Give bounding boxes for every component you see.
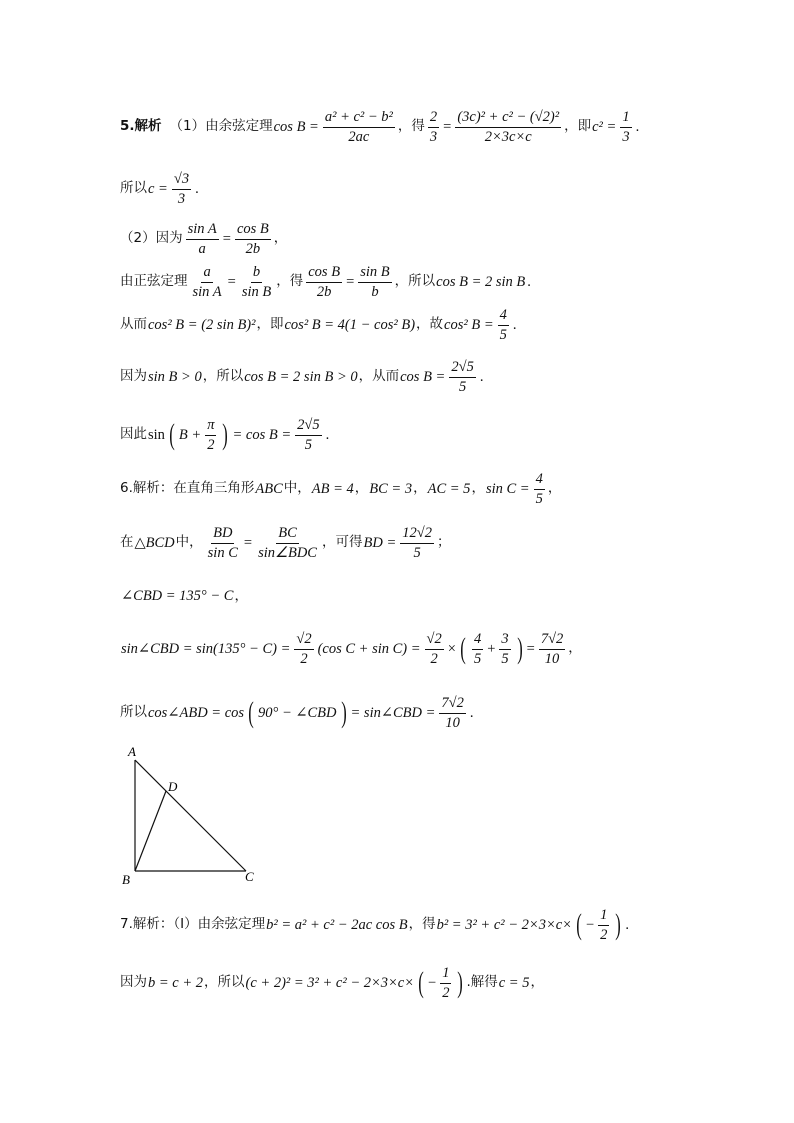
denominator: 2b: [316, 283, 332, 300]
text: 6.解析：在直角三角形: [120, 480, 255, 497]
math: sin: [148, 426, 165, 443]
math: cos B =: [273, 118, 319, 135]
numerator: BC: [276, 526, 299, 544]
math: .: [325, 426, 330, 443]
text: ，故: [416, 316, 444, 333]
denominator: a: [198, 240, 206, 257]
fraction: [428, 110, 439, 144]
right-paren: ): [516, 632, 523, 665]
math: .: [512, 316, 517, 333]
right-paren: ): [340, 696, 347, 729]
text: （1）由余弦定理: [169, 118, 273, 135]
p7-line-1: [120, 908, 630, 942]
text: ；: [436, 534, 451, 551]
left-paren: (: [460, 632, 466, 665]
math: =: [243, 534, 253, 551]
p6-line-5: [120, 696, 475, 730]
text: ，: [273, 230, 288, 247]
p5-line-7: [120, 418, 330, 452]
denominator: 2b: [245, 240, 261, 257]
denominator: 5: [458, 378, 467, 395]
math: b² = a² + c² − 2ac cos B: [266, 916, 408, 933]
math: =: [443, 118, 452, 135]
p5-line-1: [120, 110, 640, 144]
denominator: 2×3c×c: [484, 128, 532, 145]
fraction: [598, 908, 609, 942]
math: cos² B = (2 sin B)²: [148, 316, 256, 333]
label-c: C: [245, 869, 254, 884]
numerator: sin A: [186, 222, 219, 240]
text: 7.解析：（I）由余弦定理: [120, 916, 266, 933]
p5-line-3: [120, 222, 287, 256]
fraction: [323, 110, 395, 144]
fraction: [186, 222, 219, 256]
numerator: π: [205, 418, 216, 436]
right-paren: ): [222, 418, 229, 451]
p7-line-2: [120, 966, 544, 1000]
numerator: b: [251, 265, 262, 283]
p5-line-6: [120, 360, 484, 394]
fraction: [206, 526, 240, 560]
p6-line-2: [120, 526, 450, 560]
text: ，所以: [394, 273, 436, 290]
fraction: [539, 632, 565, 666]
denominator: 3: [177, 190, 186, 207]
math: .: [635, 118, 640, 135]
math: = cos B =: [232, 426, 292, 443]
math: (c + 2)² = 3² + c² − 2×3×c×: [245, 974, 415, 991]
denominator: sin C: [207, 544, 238, 561]
math: BC = 3: [369, 480, 413, 497]
text: ，得: [276, 273, 304, 290]
numerator: cos B: [306, 265, 342, 283]
fraction: [235, 222, 271, 256]
fraction: [472, 632, 483, 666]
text: 因为: [120, 974, 147, 991]
denominator: 3: [622, 128, 630, 145]
numerator: cos B: [235, 222, 271, 240]
denominator: 5: [413, 544, 421, 561]
math: =: [222, 230, 231, 247]
text: ，即: [256, 316, 284, 333]
fraction: [440, 966, 451, 1000]
fraction: [256, 526, 319, 560]
text: ，: [354, 480, 369, 497]
math: .: [625, 916, 630, 933]
text: 所以: [120, 180, 147, 197]
math: =: [227, 273, 236, 290]
text: ，: [568, 640, 582, 657]
label-a: A: [128, 744, 136, 759]
segment-bd: [135, 791, 166, 871]
math: =: [346, 273, 355, 290]
denominator: 2: [442, 984, 450, 1001]
denominator: 2: [300, 650, 308, 667]
denominator: 5: [499, 326, 507, 343]
denominator: sin A: [192, 283, 222, 300]
math: c = 5: [498, 974, 530, 991]
denominator: sin∠BDC: [258, 544, 317, 561]
text: ，从而: [358, 368, 400, 385]
denominator: 5: [473, 650, 482, 667]
math: +: [487, 640, 496, 657]
text: ，得: [408, 916, 436, 933]
left-paren: (: [248, 696, 254, 729]
text: 从而: [120, 316, 147, 333]
text: ，: [413, 480, 427, 497]
numerator: BD: [211, 526, 234, 544]
fraction: [498, 308, 509, 342]
text: （2）因为: [120, 230, 183, 247]
fraction: [306, 265, 342, 299]
math: −: [428, 974, 437, 991]
numerator: 7√2: [539, 632, 565, 650]
p6-line-3: [120, 589, 248, 604]
numerator: 4: [498, 308, 509, 326]
numerator: 4: [472, 632, 483, 650]
p6-line-4: [120, 632, 582, 666]
math: cos B =: [400, 368, 446, 385]
p5-line-4: [120, 265, 532, 299]
fraction: [172, 172, 191, 206]
fraction: [295, 418, 321, 452]
fraction: [439, 696, 465, 730]
denominator: b: [371, 283, 379, 300]
numerator: 1: [598, 908, 609, 926]
fraction: [499, 632, 510, 666]
math: .: [469, 704, 474, 721]
math: ABC: [255, 480, 283, 497]
text: 由正弦定理: [120, 273, 188, 290]
label-b: B: [122, 872, 130, 887]
math: .: [479, 368, 484, 385]
numerator: 2: [428, 110, 439, 128]
math: b² = 3² + c² − 2×3×c×: [436, 916, 572, 933]
math: sin C =: [485, 480, 530, 497]
text: ，可得: [321, 534, 363, 551]
text: 在: [120, 534, 134, 551]
left-paren: (: [418, 966, 424, 999]
left-paren: (: [169, 418, 175, 451]
fraction: [240, 265, 273, 299]
math: (cos C + sin C) =: [317, 640, 421, 657]
text: 因此: [120, 426, 147, 443]
numerator: 2√5: [449, 360, 475, 378]
math: sin∠CBD = sin(135° − C) =: [121, 640, 291, 657]
math: cos∠ABD = cos: [148, 704, 245, 721]
numerator: 12√2: [400, 526, 434, 544]
text: ，: [547, 480, 562, 497]
math: sin B > 0: [148, 368, 202, 385]
math: cos B = 2 sin B: [436, 273, 526, 290]
math: BD =: [363, 534, 397, 551]
math: c =: [148, 180, 168, 197]
numerator: 1: [440, 966, 451, 984]
math: =: [526, 640, 535, 657]
numerator: 2√5: [295, 418, 321, 436]
text: ，所以: [202, 368, 244, 385]
numerator: 1: [620, 110, 631, 128]
p5-label: 5.解析: [120, 118, 162, 135]
fraction: [425, 632, 444, 666]
right-paren: ): [457, 966, 464, 999]
numerator: a: [201, 265, 212, 283]
denominator: 10: [544, 650, 560, 667]
denominator: 2: [600, 926, 608, 943]
math: c² =: [592, 118, 617, 135]
math: b = c + 2: [148, 974, 204, 991]
denominator: 2: [207, 436, 215, 453]
numerator: √3: [172, 172, 191, 190]
text: ，: [530, 974, 544, 991]
numerator: 7√2: [439, 696, 465, 714]
text: ，: [234, 587, 248, 604]
right-paren: ): [615, 908, 622, 941]
denominator: sin B: [241, 283, 272, 300]
fraction: [449, 360, 475, 394]
text: ，即: [564, 118, 592, 135]
math: AC = 5: [427, 480, 471, 497]
math: ×: [447, 640, 456, 657]
p6-line-1: [120, 472, 561, 506]
left-paren: (: [576, 908, 582, 941]
math: AB = 4: [311, 480, 354, 497]
denominator: 5: [501, 650, 509, 667]
math: △BCD: [134, 534, 175, 551]
numerator: 3: [499, 632, 510, 650]
numerator: 4: [534, 472, 545, 490]
triangle-figure: [118, 740, 268, 890]
label-d: D: [168, 779, 178, 794]
fraction: [620, 110, 631, 144]
text: 中，: [175, 534, 203, 551]
math: 90° − ∠CBD: [258, 704, 337, 721]
text: ，所以: [204, 974, 245, 991]
text: .解得: [466, 974, 498, 991]
numerator: (3c)² + c² − (√2)²: [455, 110, 561, 128]
fraction: [455, 110, 561, 144]
text: 中，: [283, 480, 311, 497]
fraction: [358, 265, 391, 299]
text: 所以: [120, 704, 147, 721]
numerator: sin B: [358, 265, 391, 283]
segment-ac: [135, 760, 246, 871]
denominator: 10: [445, 714, 460, 731]
denominator: 5: [535, 490, 543, 507]
denominator: 2: [430, 650, 438, 667]
math: B +: [178, 426, 202, 443]
text: ，: [471, 480, 485, 497]
denominator: 2ac: [348, 128, 370, 145]
numerator: √2: [425, 632, 444, 650]
fraction: [534, 472, 545, 506]
p5-line-2: [120, 172, 200, 206]
math: ∠CBD = 135° − C: [121, 588, 234, 604]
math: = sin∠CBD =: [350, 704, 436, 721]
math: cos² B = 4(1 − cos² B): [284, 316, 416, 333]
math: −: [585, 916, 595, 933]
text: 因为: [120, 368, 147, 385]
denominator: 5: [304, 436, 312, 453]
math: .: [527, 273, 531, 290]
numerator: a² + c² − b²: [323, 110, 395, 128]
fraction: [400, 526, 434, 560]
p5-line-5: [120, 308, 517, 342]
math: cos² B =: [444, 316, 494, 333]
math: cos B = 2 sin B > 0: [244, 368, 358, 385]
fraction: [205, 418, 216, 452]
denominator: 3: [429, 128, 438, 145]
numerator: √2: [294, 632, 313, 650]
text: ，得: [397, 118, 425, 135]
fraction: [294, 632, 313, 666]
fraction: [191, 265, 224, 299]
math: .: [195, 180, 199, 197]
